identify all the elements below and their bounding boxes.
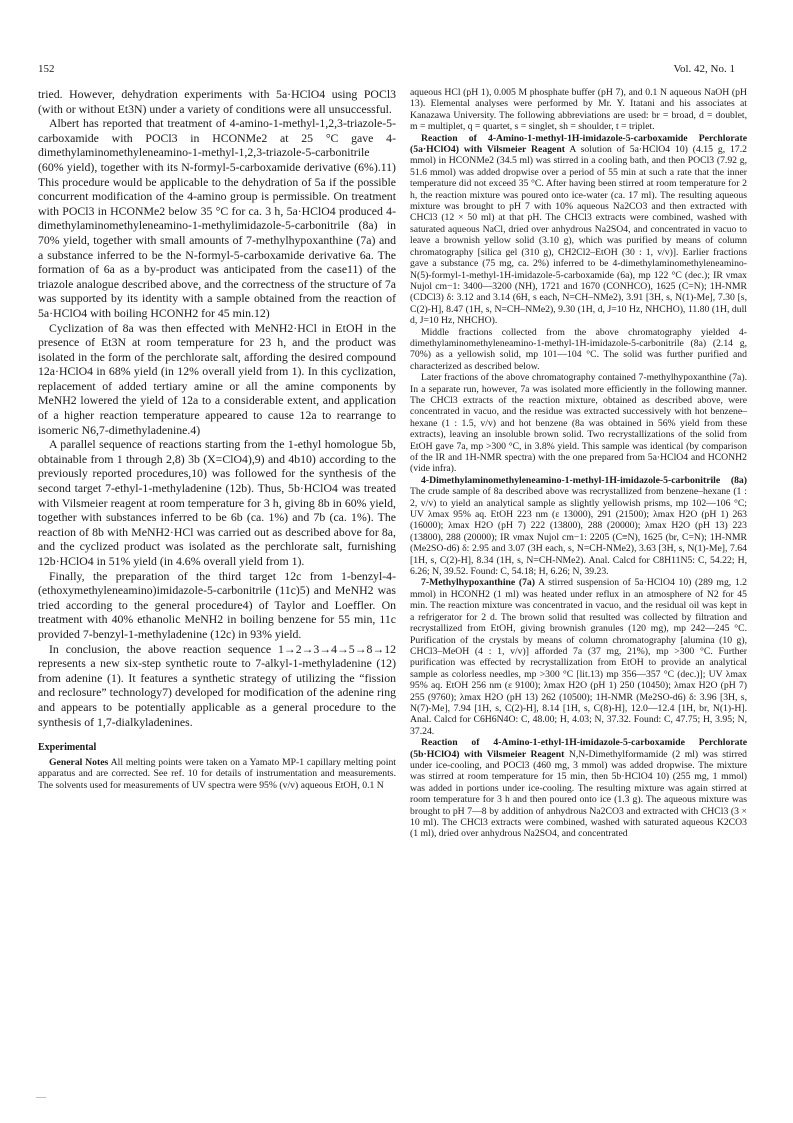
paragraph-text: A solution of 5a·HClO4 10) (4.15 g, 17.2 mmol) in HCONMe2 (34.5 ml) was stirred in a cooling bath, and then POCl3 (7.92 g, 51.6 mmol) was added dropwise over a period of 55 min at such a rate that the inner temperature did not exceed 35 °C. After having been stirred at room temperature for 2 h, the reaction mixture was poured onto ice-water (ca. 17 ml). The resulting aqueous mixture was brought to pH 7 with 10% aqueous Na2CO3 and then extracted with CHCl3 (12 × 50 ml) at that pH. The CHCl3 extracts were combined, washed with saturated aqueous NaCl, dried over anhydrous Na2SO4, and concentrated in vacuo to leave a brownish yellow solid (3.10 g), which was purified by means of column chromatography [silica gel (310 g), CH2Cl2–EtOH (30 : 1, v/v)]. Earlier fractions gave a substance (75 mg, ca. 2%) inferred to be 4-dimethylaminomethyleneamino-N(5)-formyl-1-methyl-1H-imidazole-5-carboxamide (6a), mp 122 °C (dec.); IR νmax Nujol cm−1: 3400—3200 (NH), 1721 and 1670 (CONHCO), 1625 (C=N); 1H-NMR (CDCl3) δ: 3.12 and 3.14 (6H, s each, N=CH–NMe2), 3.91 [3H, s, N(1)-Me], 7.30 [s, C(2)-H], 8.47 (1H, s, N=CH–NMe2), 9.30 (1H, d, J=10 Hz, NHCHO), 11.80 (1H, dull d, J=10 Hz, NHCHO). (410, 144, 747, 327)
general-notes (38, 757, 396, 791)
paragraph-text: A stirred suspension of 5a·HClO4 10) (289 mg, 1.2 mmol) in HCONH2 (1 ml) was heated under reflux in an atmosphere of N2 for 45 min. The reaction mixture was concentrated in vacuo, and the residual oil was kept in a refrigerator for 2 d. The brown solid that resulted was collected by filtration and recrystallized from EtOH, giving brownish granules (120 mg), mp 242—245 °C. Purification of the crystals by means of column chromatography [alumina (10 g), CHCl3–MeOH (4 : 1, v/v)] afforded 7a (37 mg, 21%), mp >300 °C. Further purification was effected by recrystallization from EtOH to provide an analytical sample as colorless needles, mp >300 °C [lit.13) mp 356—357 °C (dec.)]; UV λmax 95% aq. EtOH 256 nm (ε 9100); λmax H2O (pH 1) 250 (10450); λmax H2O (pH 7) 255 (9760); λmax H2O (pH 13) 262 (10500); 1H-NMR (Me2SO-d6) δ: 3.96 [3H, s, N(7)-Me], 7.94 [1H, s, C(2)-H], 8.14 [1H, s, C(8)-H], 12.0—12.4 [1H, br, N(1)-H]. Anal. Calcd for C6H6N4O: C, 48.00; H, 4.03; N, 37.32. Found: C, 47.75; H, 3.95; N, 37.24. (410, 577, 747, 737)
paragraph: aqueous HCl (pH 1), 0.005 M phosphate buffer (pH 7), and 0.1 N aqueous NaOH (pH 13). Elemental analyses were performed by Mr. Y. Itatani and his associates at Kanazawa University. The following abbreviations are used: br = broad, d = doublet, m = multiplet, q = quartet, s = singlet, sh = shoulder, t = triplet. (410, 87, 747, 133)
paragraph: Albert has reported that treatment of 4-amino-1-methyl-1,2,3-triazole-5-carboxamide with POCl3 in HCONMe2 at 25 °C gave 4-dimethylaminomethyleneamino-1-methyl-1,2,3-triazole-5-carbonitrile (60% yield), together with its N-formyl-5-carboxamide derivative (6%).11) This procedure would be applicable to the dehydration of 5a if the possible concurrent modification of the 4-amino group is permissible. On treatment with POCl3 in HCONMe2 below 35 °C for ca. 3 h, 5a·HClO4 produced 4-dimethylaminomethyleneamino-1-methylimidazole-5-carbonitrile (8a) in 70% yield, together with small amounts of 7-methylhypoxanthine (7a) and a substance inferred to be the N-formyl-5-carboxamide derivative 6a. The formation of 6a as a by-product was anticipated from the case11) of the triazole analogue described above, and the correctness of the structure of 7a was supported by its identity with a sample obtained from the reaction of 5a·HClO4 with boiling HCONH2 for 45 min.12) (38, 116, 396, 320)
run-in-heading: 4-Dimethylaminomethyleneamino-1-methyl-1H-imidazole-5-carbonitrile (8a) (421, 474, 747, 486)
page-number: 152 (38, 63, 55, 75)
run-in-heading: Reaction of 4-Amino-1-methyl-1H-imidazole-5-carboxamide Perchlorate (5a·HClO4) with Vilsmeier Reagent (410, 132, 747, 156)
right-column (410, 87, 747, 840)
experiment-entry (410, 737, 747, 840)
experiment-entry (410, 475, 747, 578)
paragraph-text: The crude sample of 8a described above was recrystallized from benzene–hexane (1 : 2, v/v) to yield an analytical sample as slightly yellowish prisms, mp 102—106 °C; UV λmax 95% aq. EtOH 223 nm (ε 13000), 291 (21500); λmax H2O (pH 1) 263 (16000); λmax H2O (pH 7) 222 (13800), 288 (20000); λmax H2O (pH 13) 223 (13800), 288 (20000); IR νmax Nujol cm−1: 2205 (C≡N), 1625 (br, C=N); 1H-NMR (Me2SO-d6) δ: 2.95 and 3.07 (3H each, s, N=CH-NMe2), 3.63 [3H, s, N(1)-Me], 7.64 [1H, s, C(2)-H], 8.34 (1H, s, N=CH-NMe2). Anal. Calcd for C8H11N5: C, 54.22; H, 6.26; N, 39.52. Found: C, 54.18; H, 6.26; N, 39.23. (410, 486, 747, 578)
footer-mark: — (36, 1092, 46, 1103)
paragraph-text: All melting points were taken on a Yamato MP-1 capillary melting point apparatus and are corrected. See ref. 10 for details of instrumentation and measurements. The solvents used for measurements of UV spectra were 95% (v/v) aqueous EtOH, 0.1 N (38, 756, 396, 791)
paragraph: A parallel sequence of reactions starting from the 1-ethyl homologue 5b, obtainable from 1 through 2,8) 3b (X=ClO4),9) and 4b10) according to the previously reported procedures,10) was followed for the synthesis of the second target 7-ethyl-1-methyladenine (12b). Thus, 5b·HClO4 was treated with Vilsmeier reagent at room temperature for 3 h, giving 8b in 60% yield, together with substances inferred to be 6b (ca. 1%) and 7b (ca. 1%). The reaction of 8b with MeNH2·HCl was carried out as described above for 8a, and the cyclized product was isolated as the perchlorate salt, furnishing 12b·HClO4 in 51% yield (in 4.6% overall yield from 1). (38, 437, 396, 568)
paragraph-text: N,N-Dimethylformamide (2 ml) was stirred under ice-cooling, and POCl3 (460 mg, 3 mmol) was added dropwise. The mixture was stirred at room temperature for 15 min, then 5b·HClO4 10) (255 mg, 1 mmol) was added in portions under ice-cooling. The resulting mixture was again stirred at room temperature for 3 h and then poured onto ice (1.3 g). The aqueous mixture was brought to pH 7—8 by addition of anhydrous Na2CO3 and extracted with CHCl3 (3 × 10 ml). The CHCl3 extracts were combined, washed with saturated aqueous K2CO3 (1 ml), dried over anhydrous Na2SO4, and concentrated (410, 748, 747, 840)
section-heading: Experimental (38, 742, 97, 754)
paragraph: In conclusion, the above reaction sequence 1→2→3→4→5→8→12 represents a new six-step synthetic route to 7-alkyl-1-methyladenine (12) from adenine (1). It features a synthetic strategy of utilizing the “fission and reclosure” technology7) developed for modification of the adenine ring and appears to be potentially applicable as a general procedure to the synthesis of 1,7-dialkyladenines. (38, 641, 396, 729)
left-column (38, 87, 396, 791)
experiment-entry (410, 133, 747, 327)
run-in-heading: Reaction of 4-Amino-1-ethyl-1H-imidazole-5-carboxamide Perchlorate (5b·HClO4) with Vilsmeier Reagent (410, 737, 747, 760)
volume-label: Vol. 42, No. 1 (673, 63, 735, 75)
paragraph: Finally, the preparation of the third target 12c from 1-benzyl-4-(ethoxymethyleneamino)imidazole-5-carbonitrile (11c)5) and MeNH2 was tried according to the general procedure4) of Taylor and Loeffler. On treatment with 40% ethanolic MeNH2 in boiling benzene for 55 min, 11c provided 7-benzyl-1-methyladenine (12c) in 93% yield. (38, 568, 396, 641)
run-in-heading: 7-Methylhypoxanthine (7a) (421, 577, 535, 589)
run-in-heading: General Notes (49, 756, 109, 768)
paragraph: Later fractions of the above chromatography contained 7-methylhypoxanthine (7a). In a separate run, however, 7a was isolated more efficiently in the following manner. The CHCl3 extracts of the reaction mixture, obtained as described above, were concentrated in vacuo, and the residue was extracted successively with hot benzene–hexane (1 : 1.5, v/v) and hot benzene (8a was obtained in 56% yield from these extracts), leaving an insoluble brown solid. Two recrystallizations of the solid from EtOH gave 7a, mp >300 °C, in 3.8% yield. This sample was identical (by comparison of the IR and 1H-NMR spectra) with the one prepared from 5a·HClO4 and HCONH2 (vide infra). (410, 372, 747, 475)
paragraph: Middle fractions collected from the above chromatography yielded 4-dimethylaminomethyleneamino-1-methyl-1H-imidazole-5-carbonitrile (8a) (2.14 g, 70%) as a yellowish solid, mp 101—104 °C. The solid was further purified and characterized as described below. (410, 326, 747, 372)
paragraph: tried. However, dehydration experiments with 5a·HClO4 using POCl3 (with or without Et3N) under a variety of conditions were all unsuccessful. (38, 87, 396, 116)
paragraph: Cyclization of 8a was then effected with MeNH2·HCl in EtOH in the presence of Et3N at room temperature for 23 h, and the product was isolated in the form of the perchlorate salt, affording the desired compound 12a·HClO4 in 68% yield (in 12% overall yield from 1). In this cyclization, replacement of added tertiary amine or all the amine components by MeNH2 lowered the yield of 12a to a considerable extent, and application of a higher reaction temperature appeared to cause 12a to rearrange to isomeric N6,7-dimethyladenine.4) (38, 320, 396, 437)
experiment-entry (410, 577, 747, 737)
